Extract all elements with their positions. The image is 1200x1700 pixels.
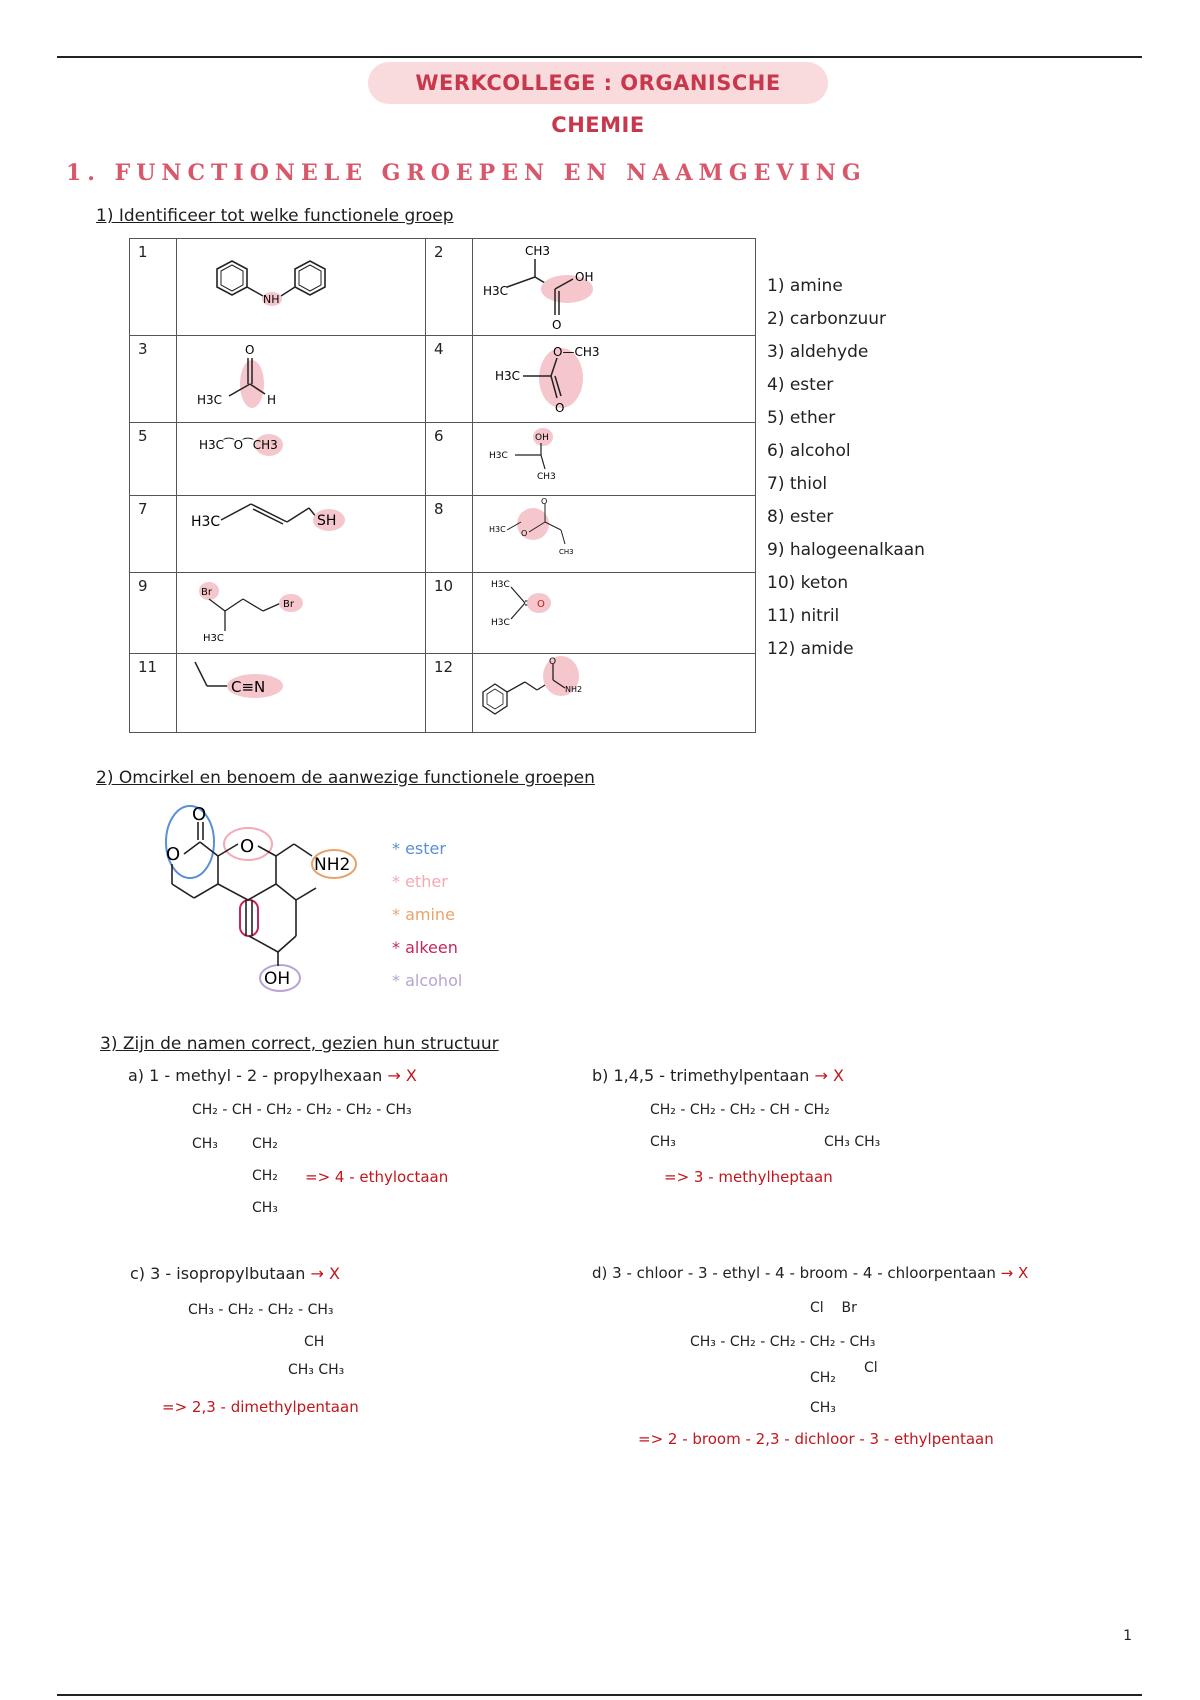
answer-list [767, 270, 925, 666]
item-b-branch-left: CH₃ [650, 1134, 676, 1150]
item-d-sub-cl: Cl [864, 1360, 878, 1376]
nh-label: NH [263, 293, 280, 306]
cell-number: 2 [426, 239, 473, 336]
cell-number: 11 [130, 654, 177, 733]
oh-label: OH [575, 270, 594, 284]
item-b-result: => 3 - methylheptaan [664, 1168, 833, 1186]
item-b-branch-right: CH₃ CH₃ [824, 1134, 881, 1150]
item-b-main-chain: CH₂ - CH₂ - CH₂ - CH - CH₂ [650, 1102, 830, 1118]
h3c-label: H3C [489, 525, 506, 534]
legend-item-amine: * amine [392, 905, 455, 924]
functional-groups-table [129, 238, 756, 733]
h3c-label: H3C [197, 393, 223, 407]
structure-5 [177, 423, 426, 496]
o-label: O [552, 318, 562, 331]
item-a-name: a) 1 - methyl - 2 - propylhexaan [128, 1066, 383, 1085]
answer-item: 3) aldehyde [767, 342, 869, 362]
br2-label: Br [283, 599, 294, 610]
structure-11 [177, 654, 426, 733]
h3c-label: H3C [489, 451, 508, 461]
structure-2 [473, 239, 756, 336]
cell-number: 4 [426, 336, 473, 423]
sh-label: SH [317, 513, 337, 529]
h3c-label: H3C [203, 633, 224, 644]
item-c-main-chain: CH₃ - CH₂ - CH₂ - CH₃ [188, 1302, 334, 1318]
top-rule [57, 56, 1142, 58]
item-b-mark: → X [814, 1066, 844, 1085]
section-title: 1. FUNCTIONELE GROEPEN EN NAAMGEVING [66, 160, 867, 186]
item-a-branch-1: CH₂ [252, 1136, 278, 1152]
item-d-name: d) 3 - chloor - 3 - ethyl - 4 - broom - 4 - chloorpentaan [592, 1264, 996, 1282]
structure-3 [177, 336, 426, 423]
structure-9 [177, 573, 426, 654]
answer-item: 6) alcohol [767, 441, 851, 461]
answer-item: 4) ester [767, 375, 834, 395]
item-d-branch-2: CH₃ [810, 1400, 836, 1416]
h3c-label: H3C [191, 514, 221, 530]
page-number: 1 [1123, 1628, 1132, 1644]
item-c-branch: CH [304, 1334, 325, 1350]
answer-item: 1) amine [767, 276, 843, 296]
ch3-label: CH3 [525, 244, 551, 258]
o3-label: O [240, 836, 255, 857]
legend-item-ether: * ether [392, 872, 448, 891]
question-2-label: 2) Omcirkel en benoem de aanwezige functionele groepen [96, 768, 595, 788]
structure-12 [473, 654, 756, 733]
legend-item-ester: * ester [392, 839, 446, 858]
item-a-branch-2: CH₂ [252, 1168, 278, 1184]
h3c-label: H3C [483, 284, 509, 298]
o1-label: O [192, 804, 207, 825]
o-ch3-label: O—CH3 [553, 345, 600, 359]
item-d-top-subs: Cl Br [810, 1300, 857, 1316]
item-c-title [130, 1264, 340, 1283]
question-1-label: 1) Identificeer tot welke functionele groep [96, 206, 454, 226]
item-a-branch-top: CH₃ [192, 1136, 218, 1152]
item-a-title [128, 1066, 417, 1085]
item-a-main-chain: CH₂ - CH - CH₂ - CH₂ - CH₂ - CH₃ [192, 1102, 412, 1118]
item-d-branch-1: CH₂ [810, 1370, 836, 1386]
answer-item: 5) ether [767, 408, 836, 428]
answer-item: 2) carbonzuur [767, 309, 887, 329]
item-b-title [592, 1066, 844, 1085]
structure-10 [473, 573, 756, 654]
structure-8 [473, 496, 756, 573]
structure-1 [177, 239, 426, 336]
question-3-label: 3) Zijn de namen correct, gezien hun structuur [100, 1034, 499, 1054]
br1-label: Br [201, 587, 212, 598]
nh2-label: NH2 [314, 855, 351, 875]
cell-number: 5 [130, 423, 177, 496]
item-c-branch-ends: CH₃ CH₃ [288, 1362, 345, 1378]
h3c-bottom-label: H3C [491, 618, 510, 628]
nh2-label: NH2 [565, 685, 583, 694]
item-d-title [592, 1264, 1028, 1282]
oh-label: OH [264, 969, 291, 989]
structure-4 [473, 336, 756, 423]
item-b-name: b) 1,4,5 - trimethylpentaan [592, 1066, 810, 1085]
answer-item: 11) nitril [767, 606, 840, 626]
item-d-mark: → X [1000, 1264, 1029, 1282]
item-c-name: c) 3 - isopropylbutaan [130, 1264, 306, 1283]
page-title: WERKCOLLEGE : ORGANISCHE CHEMIE [368, 62, 828, 104]
cell-number: 12 [426, 654, 473, 733]
cell-number: 8 [426, 496, 473, 573]
o-label: O [245, 343, 255, 357]
legend-item-alcohol: * alcohol [392, 971, 463, 990]
bottom-rule [57, 1694, 1142, 1696]
cell-number: 6 [426, 423, 473, 496]
h-label: H [267, 393, 277, 407]
ch3-label: CH3 [559, 548, 574, 556]
structure-6 [473, 423, 756, 496]
answer-item: 12) amide [767, 639, 854, 659]
cell-number: 10 [426, 573, 473, 654]
cn-label: C≡N [231, 678, 266, 696]
item-d-result: => 2 - broom - 2,3 - dichloor - 3 - ethylpentaan [638, 1430, 994, 1448]
o2-label: O [541, 497, 548, 506]
h3c-top-label: H3C [491, 580, 510, 590]
structure-7 [177, 496, 426, 573]
answer-item: 7) thiol [767, 474, 828, 494]
item-c-mark: → X [310, 1264, 340, 1283]
ether-formula: H3C⁀O⁀CH3 [199, 438, 278, 452]
answer-item: 9) halogeenalkaan [767, 540, 925, 560]
cell-number: 9 [130, 573, 177, 654]
o-label: O [537, 599, 545, 610]
legend-item-alkene: * alkeen [392, 938, 458, 957]
o-label: O [549, 657, 557, 667]
item-c-result: => 2,3 - dimethylpentaan [162, 1398, 359, 1416]
q2-molecule [150, 800, 370, 1000]
ch3-label: CH3 [537, 472, 556, 482]
oh-label: OH [535, 433, 549, 443]
h3c-label: H3C [495, 369, 521, 383]
cell-number: 7 [130, 496, 177, 573]
o-label: O [521, 529, 528, 538]
legend [392, 832, 462, 997]
item-a-mark: → X [387, 1066, 417, 1085]
o-label: O [555, 401, 565, 415]
answer-item: 8) ester [767, 507, 834, 527]
answer-item: 10) keton [767, 573, 849, 593]
item-d-main-chain: CH₃ - CH₂ - CH₂ - CH₂ - CH₃ [690, 1334, 876, 1350]
item-a-result: => 4 - ethyloctaan [305, 1168, 449, 1186]
item-a-branch-3: CH₃ [252, 1200, 278, 1216]
cell-number: 1 [130, 239, 177, 336]
cell-number: 3 [130, 336, 177, 423]
o2-label: O [166, 844, 181, 865]
